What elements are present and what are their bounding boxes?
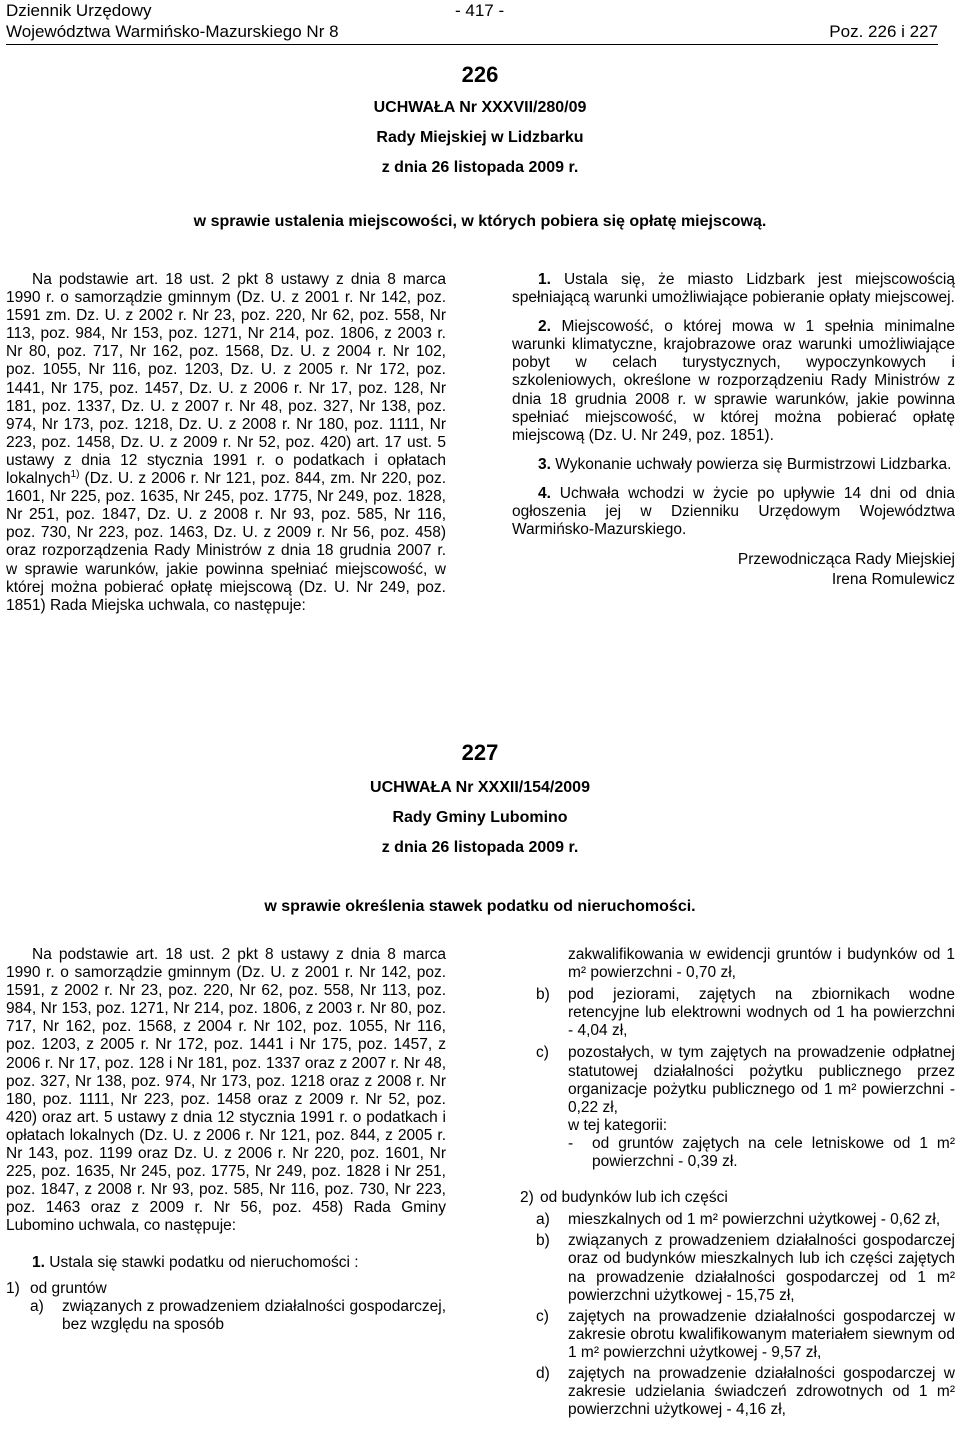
doc226-preamble-text-cont: (Dz. U. z 2006 r. Nr 121, poz. 844, zm. Nr 220, poz. 1601, Nr 225, poz. 1635, Nr 245, poz. 1775, Nr 249, poz. 1828, Nr 251, poz. 1847, Dz. U. z 2008 r. Nr 93, poz. 585, Nr 116, poz. 730, Nr 223, poz. 1463, Dz. U. z 2009 r. Nr 56, poz. 458) oraz rozporządzenia Rady Ministrów z dnia 18 grudnia 2007 r. w sprawie warunków, jakie powinna spełniać miejscowość, w której można pobierać opłatę miejscową (Dz. U. Nr 249, poz. 1851) Rada Miejska uchwala, co następuje:: [6, 470, 446, 614]
list-item-text: związanych z prowadzeniem działalności gospodarczej oraz od budynków mieszkalnych lub ich części zajętych na prowadzenie działalności gospodarczej od 1 m² powierzchni użytkowej - 15,75 zł,: [568, 1232, 955, 1304]
list-item-label: d): [536, 1364, 550, 1382]
list-item-label: 2): [520, 1189, 534, 1207]
list-item-dash: -: [568, 1134, 574, 1152]
list-item-category: w tej kategorii:: [568, 1116, 668, 1134]
doc226-para2-number: 2.: [538, 318, 551, 336]
doc227-title: UCHWAŁA Nr XXXII/154/2009: [370, 779, 590, 796]
doc226-footnote-ref: 1): [70, 468, 80, 480]
list-item: [512, 1189, 955, 1207]
positions-label: Poz. 226 i 227: [829, 22, 938, 41]
doc226-council: Rady Miejskiej w Lidzbarku: [376, 129, 584, 146]
doc227-council: Rady Gminy Lubomino: [392, 809, 568, 826]
doc226-subject: w sprawie ustalenia miejscowości, w których pobiera się opłatę miejscową.: [193, 213, 767, 230]
doc227-right-column: [512, 946, 955, 1419]
list-item-text: zajętych na prowadzenie działalności gospodarczej w zakresie udzielania świadczeń zdrowotnych od 1 m² powierzchni użytkowej - 4,16 zł,: [568, 1364, 955, 1419]
doc226-left-column: [6, 271, 446, 615]
doc226-sign-name: Irena Romulewicz: [831, 571, 955, 589]
doc227-section1-text: Ustala się stawki podatku od nieruchomości :: [44, 1253, 359, 1271]
journal-voivodeship: Województwa Warmińsko-Mazurskiego Nr 8: [6, 22, 339, 41]
doc226-right-column: [512, 271, 955, 590]
doc227-number: 227: [461, 740, 499, 765]
list-item: [512, 1308, 955, 1362]
list-item-text: zajętych na prowadzenie działalności gospodarczej w zakresie obrotu kwalifikowanym materiałem siewnym od 1 m² powierzchni użytkowej - 9,57 zł,: [568, 1307, 955, 1361]
doc226-para2-text: Miejscowość, o której mowa w 1 spełnia minimalne warunki klimatyczne, krajobrazowe oraz warunki umożliwiające pobyt w celach turystycznych, wypoczynkowych i szkoleniowych, określone w rozporządzeniu Rady Ministrów z dnia 18 grudnia 2008 r. w sprawie warunków, jakie powinna spełniać miejscowość, w której można pobierać opłatę miejscową (Dz. U. Nr 249, poz. 1851).: [512, 318, 955, 444]
list-item-text: pozostałych, w tym zajętych na prowadzenie odpłatnej statutowej działalności pożytku publicznego przez organizacje pożytku publicznego od 1 m² powierzchni - 0,22 zł,: [568, 1044, 955, 1116]
doc226-para3-number: 3.: [538, 455, 551, 473]
list-item-label: a): [536, 1211, 550, 1229]
doc226-para1-text: Ustala się, że miasto Lidzbark jest miejscowością spełniającą warunki umożliwiające pobieranie opłaty miejscowej.: [512, 271, 955, 307]
list-item-label: c): [536, 1044, 549, 1062]
list-item-label: a): [30, 1297, 44, 1315]
header-divider: [6, 44, 938, 45]
list-item-label: c): [536, 1307, 549, 1325]
doc226-preamble-text: Na podstawie art. 18 ust. 2 pkt 8 ustawy z dnia 8 marca 1990 r. o samorządzie gminnym (Dz. U. z 2001 r. Nr 142, poz. 1591 zm. Dz. U. z 2002 r. Nr 23, poz. 220, Nr 62, poz. 558, Nr 113, poz. 984, Nr 153, poz. 1271, Nr 214, poz. 1806, z 2003 r. Nr 80, poz. 717, Nr 162, poz. 1568, Dz. U. z 2004 r. Nr 102, poz. 1055, Nr 116, poz. 1203, Dz. U. z 2005 r. Nr 172, poz. 1441, Nr 175, poz. 1457, Dz. U. z 2006 r. Nr 17, poz. 128, Nr 181, poz. 1337, Dz. U. z 2007 r. Nr 48, poz. 327, Nr 138, poz. 974, Nr 173, poz. 1218, Dz. U. z 2008 r. Nr 180, poz. 1111, Nr 223, poz. 1458, Dz. U. z 2009 r. Nr 52, poz. 420) art. 17 ust. 5 ustawy z dnia 12 stycznia 1991 r. o podatkach i opłatach lokalnych: [6, 271, 446, 488]
list-item: [512, 1044, 955, 1116]
doc227-section1: [6, 1254, 446, 1272]
doc226-sign-role: Przewodnicząca Rady Miejskiej: [737, 551, 955, 569]
list-item-label: 1): [6, 1279, 20, 1297]
doc226-para3: [512, 456, 955, 474]
list-item: [512, 1232, 955, 1304]
list-item-label: b): [536, 986, 550, 1004]
list-item-text: pod jeziorami, zajętych na zbiornikach wodne retencyjne lub elektrowni wodnych od 1 ha powierzchni - 4,04 zł,: [568, 986, 955, 1040]
journal-name: Dziennik Urzędowy: [6, 1, 152, 20]
doc226-para2: [512, 318, 955, 445]
doc226-para1: [512, 271, 955, 307]
doc226-title: UCHWAŁA Nr XXXVII/280/09: [373, 99, 587, 116]
list-item: [6, 1298, 446, 1334]
doc226-para3-text: Wykonanie uchwały powierza się Burmistrzowi Lidzbarka.: [550, 455, 952, 473]
doc227-subject: w sprawie określenia stawek podatku od nieruchomości.: [264, 898, 696, 915]
list-item-text: mieszkalnych od 1 m² powierzchni użytkowej - 0,62 zł,: [568, 1211, 941, 1229]
list-item-text: od gruntów zajętych na cele letniskowe od 1 m² powierzchni - 0,39 zł.: [592, 1134, 955, 1171]
list-item-label: b): [536, 1232, 550, 1250]
doc226-para4: [512, 485, 955, 539]
list-item: [6, 1280, 446, 1298]
doc226-signature: [512, 550, 955, 590]
doc227-preamble: Na podstawie art. 18 ust. 2 pkt 8 ustawy z dnia 8 marca 1990 r. o samorządzie gminnym (Dz. U. z 2001 r. Nr 142, poz. 1591, z 2002 r. Nr 23, poz. 220, Nr 62, poz. 558, Nr 113, poz. 984, Nr 153, poz. 1271, Nr 214, poz. 1806, z 2003 r. Nr 80, poz. 717, Nr 162, poz. 1568, z 2004 r. Nr 102, poz. 1055, Nr 116, poz. 1203, z 2005 r. Nr 172, poz. 1441 i Nr 175, poz. 1457, z 2006 r. Nr 17, poz. 128 i Nr 181, poz. 1337 oraz z 2007 r. Nr 48, poz. 327, Nr 138, poz. 974, Nr 173, poz. 1218 oraz z 2008 r. Nr 180, poz. 1111, Nr 223, poz. 1458 oraz z 2009 r. Nr 52, poz. 420) oraz art. 5 ustawy z dnia 12 stycznia 1991 r. o podatkach i opłatach lokalnych (Dz. U. z 2006 r. Nr 121, poz. 844, z 2005 r. Nr 143, poz. 1199 oraz Dz. U. z 2006 r. Nr 220, poz. 1601, Nr 225, poz. 1635, Nr 245, poz. 1775, Nr 249, poz. 1828 i Nr 251, poz. 1847, z 2008 r. Nr 93, poz. 585, Nr 116, poz. 730, Nr 223, poz. 1463 oraz z 2009 r. Nr 56, poz. 458) Rada Gminy Lubomino uchwala, co następuje:: [6, 946, 446, 1235]
doc226-date: z dnia 26 listopada 2009 r.: [381, 159, 579, 176]
doc226-para4-text: Uchwała wchodzi w życie po upływie 14 dni od dnia ogłoszenia jej w Dzienniku Urzędowym Województwa Warmińsko-Mazurskiego.: [512, 484, 955, 539]
list-item: [512, 1365, 955, 1419]
doc226-para1-number: 1.: [538, 271, 551, 288]
page-number: - 417 -: [455, 1, 505, 20]
list-item-continuation: zakwalifikowania w ewidencji gruntów i budynków od 1 m² powierzchni - 0,70 zł,: [568, 946, 955, 982]
list-item: [512, 986, 955, 1040]
list-item-text: od budynków lub ich części: [540, 1189, 728, 1207]
doc226-para4-number: 4.: [538, 484, 551, 502]
doc227-section1-number: 1.: [32, 1253, 45, 1271]
doc226-number: 226: [461, 62, 499, 87]
doc227-left-column: [6, 946, 446, 1334]
list-item-text: związanych z prowadzeniem działalności gospodarczej, bez względu na sposób: [62, 1297, 446, 1333]
doc227-date: z dnia 26 listopada 2009 r.: [381, 839, 579, 856]
list-item-text: od gruntów: [30, 1279, 107, 1297]
list-item: [512, 1211, 955, 1229]
journal-title: [6, 0, 339, 42]
list-item: [512, 1135, 955, 1171]
doc226-preamble: [6, 271, 446, 615]
